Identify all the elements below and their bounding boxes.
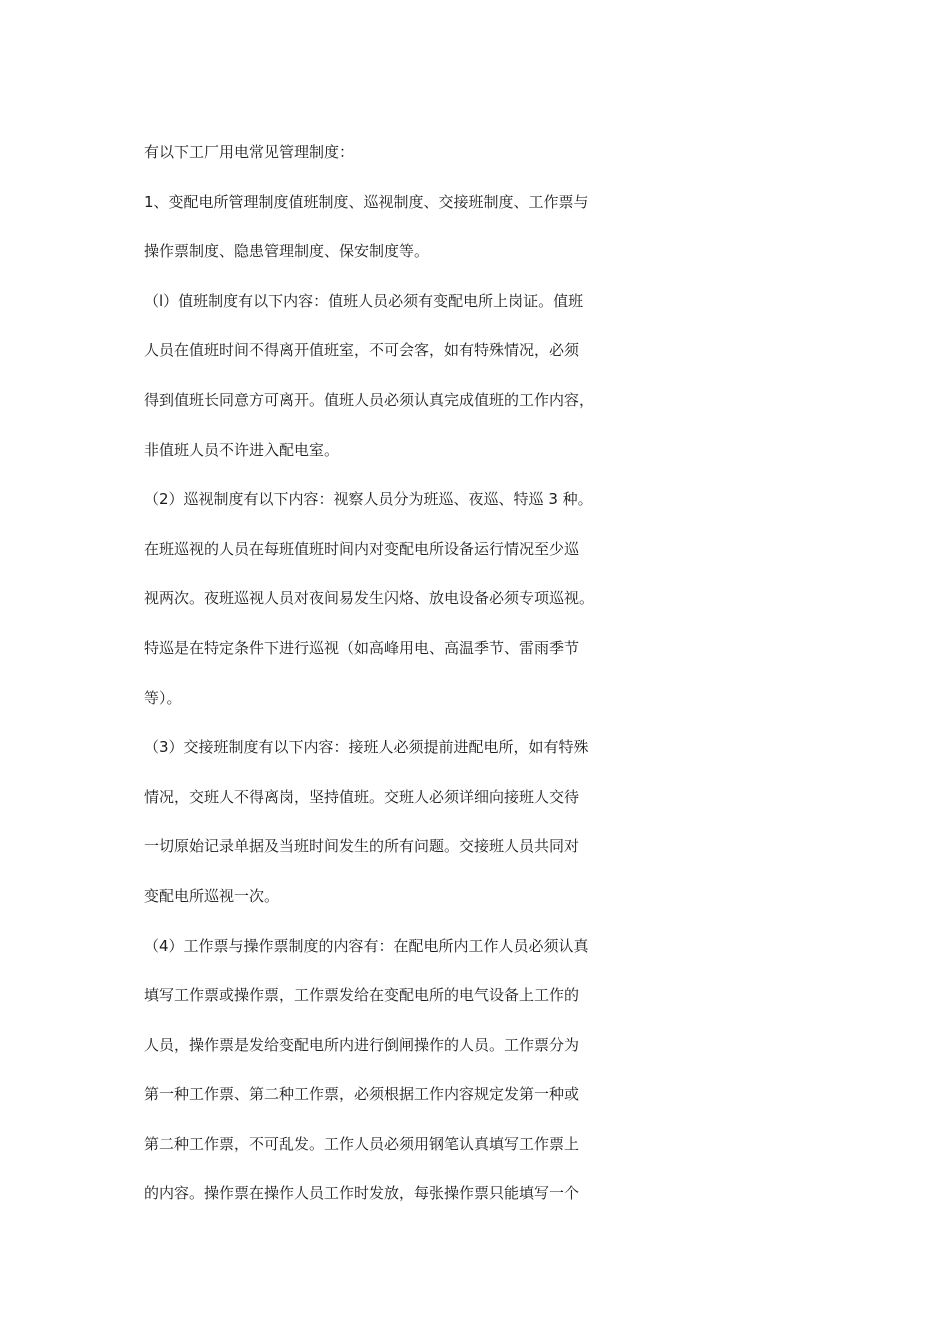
text-line: （4）工作票与操作票制度的内容有：在配电所内工作人员必须认真 (144, 936, 589, 955)
text-line: 人员在值班时间不得离开值班室，不可会客，如有特殊情况，必须 (144, 341, 580, 360)
text-line: 特巡是在特定条件下进行巡视（如高峰用电、高温季节、雷雨季节 (144, 638, 580, 657)
text-line: 在班巡视的人员在每班值班时间内对变配电所设备运行情况至少巡 (144, 539, 580, 558)
text-line: 人员，操作票是发给变配电所内进行倒闸操作的人员。工作票分为 (144, 1035, 580, 1054)
text-line: 第一种工作票、第二种工作票，必须根据工作内容规定发第一种或 (144, 1085, 580, 1104)
text-line: 一切原始记录单据及当班时间发生的所有问题。交接班人员共同对 (144, 837, 580, 856)
text-line: （l）值班制度有以下内容：值班人员必须有变配电所上岗证。值班 (144, 291, 584, 310)
text-line: 的内容。操作票在操作人员工作时发放，每张操作票只能填写一个 (144, 1184, 580, 1203)
text-line: （3）交接班制度有以下内容：接班人必须提前进配电所，如有特殊 (144, 738, 589, 757)
text-line: 变配电所巡视一次。 (144, 886, 280, 905)
text-line-intro: 有以下工厂用电常见管理制度： (144, 143, 355, 161)
text-line: （2）巡视制度有以下内容：视察人员分为班巡、夜巡、特巡 3 种。 (144, 490, 593, 509)
text-line: 情况，交班人不得离岗，坚持值班。交班人必须详细向接班人交待 (144, 787, 580, 806)
text-line: 非值班人员不许进入配电室。 (144, 440, 340, 459)
body-text (144, 128, 844, 1219)
text-line: 填写工作票或操作票，工作票发给在变配电所的电气设备上工作的 (144, 986, 580, 1005)
text-line: 等）。 (144, 688, 182, 707)
text-line: 得到值班长同意方可离开。值班人员必须认真完成值班的工作内容， (144, 390, 595, 409)
text-line: 操作票制度、隐患管理制度、保安制度等。 (144, 242, 430, 261)
text-line: 第二种工作票，不可乱发。工作人员必须用钢笔认真填写工作票上 (144, 1134, 580, 1153)
text-line: 视两次。夜班巡视人员对夜间易发生闪烙、放电设备必须专项巡视。 (144, 589, 595, 608)
text-line: 1、变配电所管理制度值班制度、巡视制度、交接班制度、工作票与 (144, 192, 589, 211)
